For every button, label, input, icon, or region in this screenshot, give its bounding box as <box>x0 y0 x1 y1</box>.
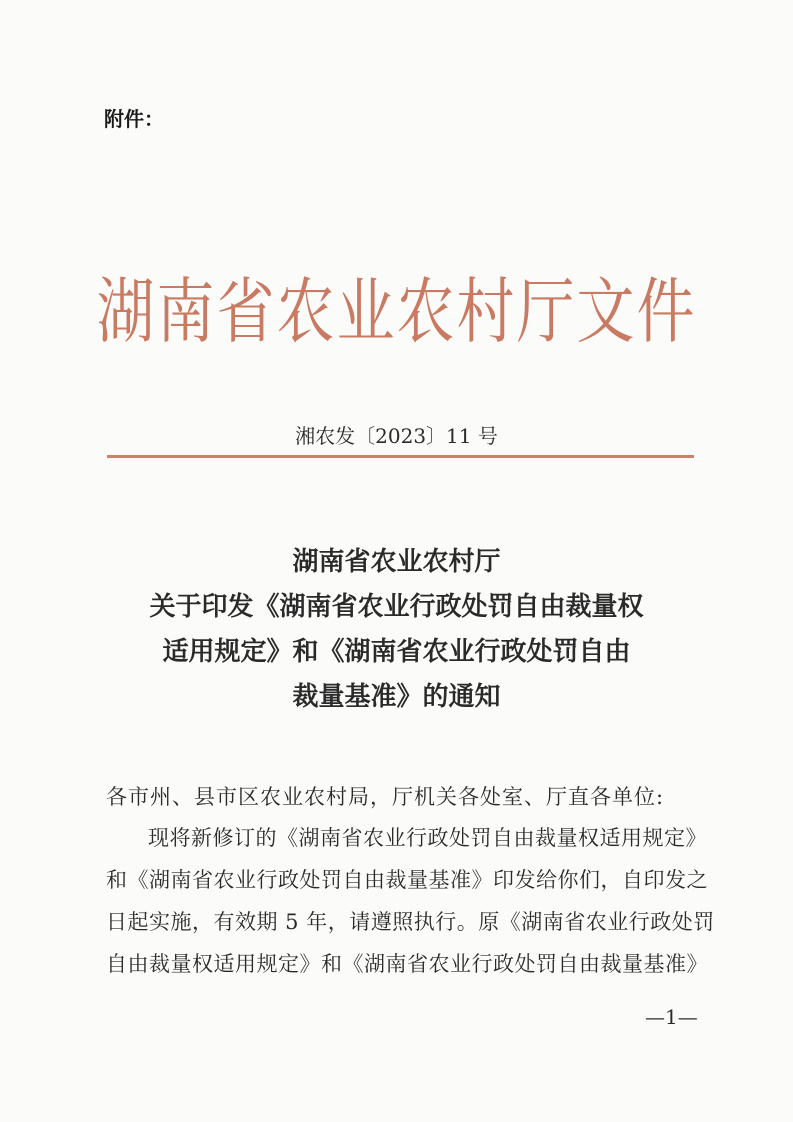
body-paragraph-line: 自由裁量权适用规定》和《湖南省农业行政处罚自由裁量基准》 <box>106 952 708 976</box>
body-paragraph-line: 和《湖南省农业行政处罚自由裁量基准》印发给你们，自印发之 <box>106 868 708 892</box>
notice-title <box>0 540 793 720</box>
red-separator-line <box>107 455 694 458</box>
salutation: 各市州、县市区农业农村局，厅机关各处室、厅直各单位: <box>106 785 665 809</box>
attachment-label: 附件： <box>104 107 164 131</box>
body-paragraph-line: 日起实施，有效期 5 年，请遵照执行。原《湖南省农业行政处罚 <box>106 910 715 934</box>
page-number: —1— <box>645 1005 698 1029</box>
notice-title-line-1: 湖南省农业农村厅 <box>292 547 501 577</box>
notice-title-line-4: 裁量基准》的通知 <box>292 682 501 712</box>
document-number: 湘农发〔2023〕11 号 <box>295 424 498 448</box>
document-header-title: 湖南省农业农村厅文件 <box>96 270 697 354</box>
notice-title-line-3: 适用规定》和《湖南省农业行政处罚自由 <box>162 637 631 667</box>
body-paragraph-line: 现将新修订的《湖南省农业行政处罚自由裁量权适用规定》 <box>148 826 707 850</box>
notice-title-line-2: 关于印发《湖南省农业行政处罚自由裁量权 <box>149 592 644 622</box>
